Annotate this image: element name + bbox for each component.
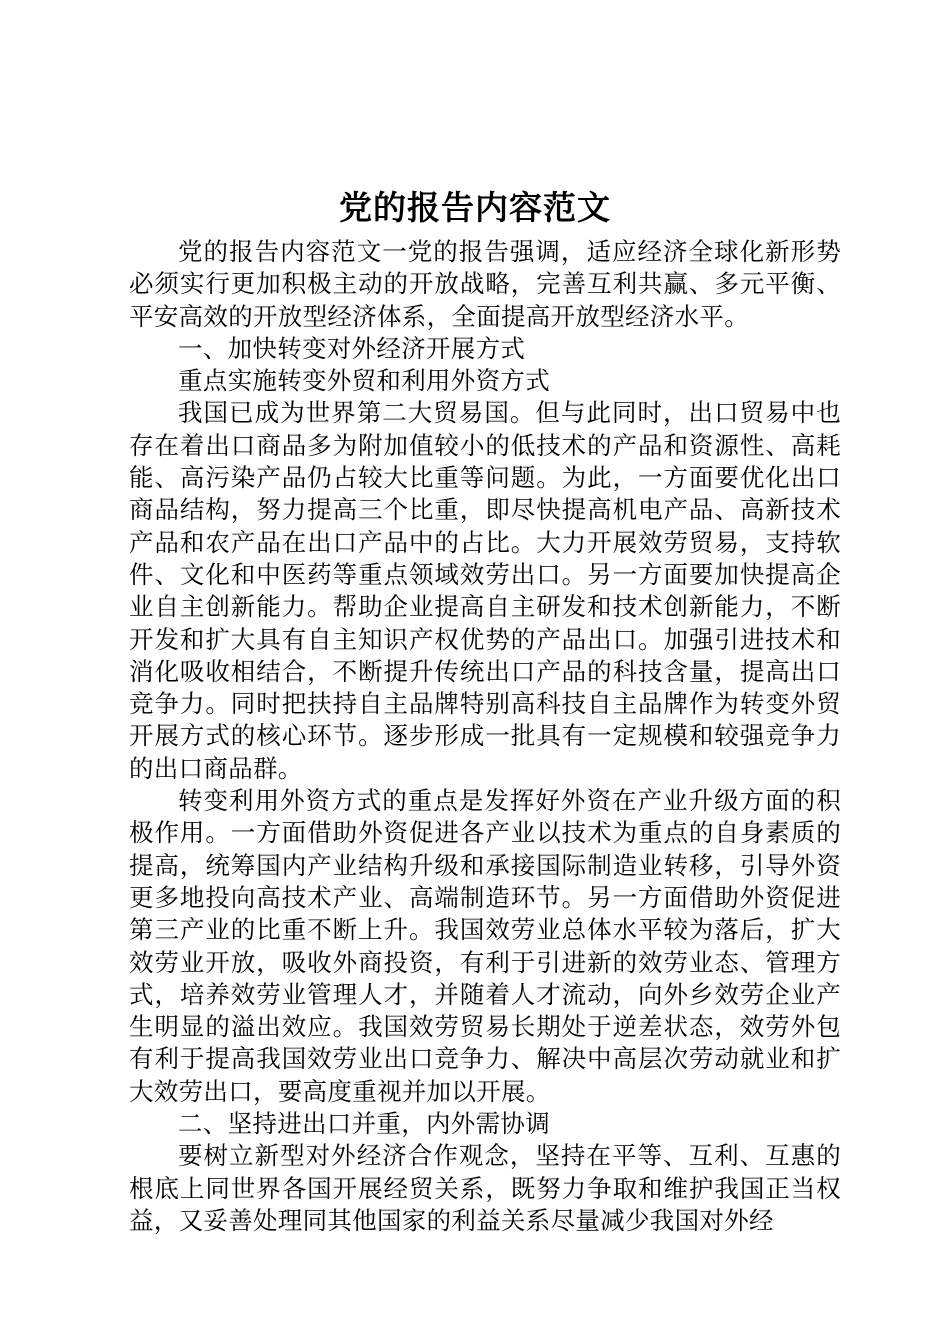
- section-heading-2: 二、坚持进出口并重，内外需协调: [178, 1109, 550, 1139]
- document-title: 党的报告内容范文: [339, 188, 611, 227]
- paragraph-foreign-investment: 转变利用外资方式的重点是发挥好外资在产业升级方面的积极作用。一方面借助外资促进各产业以技术为重点的自身素质的提高，统筹国内产业结构升级和承接国际制造业转移，引导外资更多地投向高技术产业、高端制造环节。另一方面借助外资促进第三产业的比重不断上升。我国效劳业总体水平较为落后，扩大效劳业开放，吸收外商投资，有利于引进新的效劳业态、管理方式，培养效劳业管理人才，并随着人才流动，向外乡效劳企业产生明显的溢出效应。我国效劳贸易长期处于逆差状态，效劳外包有利于提高我国效劳业出口竞争力、解决中高层次劳动就业和扩大效劳出口，要高度重视并加以开展。: [129, 786, 841, 1106]
- subsection-heading: 重点实施转变外贸和利用外资方式: [178, 366, 550, 396]
- section-heading-1: 一、加快转变对外经济开展方式: [178, 333, 526, 363]
- paragraph-cooperation: 要树立新型对外经济合作观念，坚持在平等、互利、互惠的根底上同世界各国开展经贸关系，既努力争取和维护我国正当权益，又妥善处理同其他国家的利益关系尽量减少我国对外经: [129, 1141, 841, 1235]
- document-body: [129, 236, 841, 1237]
- paragraph-trade: 我国已成为世界第二大贸易国。但与此同时，出口贸易中也存在着出口商品多为附加值较小的低技术的产品和资源性、高耗能、高污染产品仍占较大比重等问题。为此，一方面要优化出口商品结构，努力提高三个比重，即尽快提高机电产品、高新技术产品和农产品在出口产品中的占比。大力开展效劳贸易，支持软件、文化和中医药等重点领域效劳出口。另一方面要加快提高企业自主创新能力。帮助企业提高自主研发和技术创新能力，不断开发和扩大具有自主知识产权优势的产品出口。加强引进技术和消化吸收相结合，不断提升传统出口产品的科技含量，提高出口竞争力。同时把扶持自主品牌特别高科技自主品牌作为转变外贸开展方式的核心环节。逐步形成一批具有一定规模和较强竞争力的出口商品群。: [129, 398, 841, 783]
- paragraph-intro: 党的报告内容范文一党的报告强调，适应经济全球化新形势必须实行更加积极主动的开放战略，完善互利共赢、多元平衡、平安高效的开放型经济体系，全面提高开放型经济水平。: [129, 237, 841, 331]
